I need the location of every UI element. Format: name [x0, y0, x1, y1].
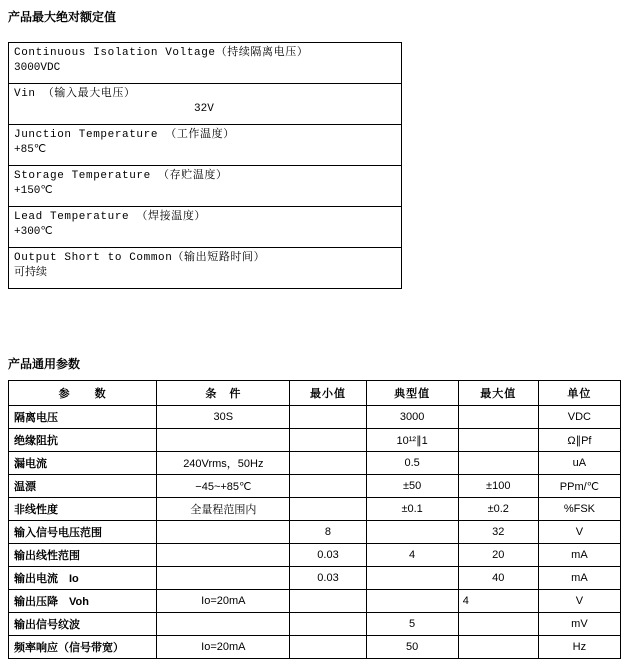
- row-typ: 4: [366, 544, 458, 567]
- row-param: 非线性度: [9, 498, 157, 521]
- table-row: [9, 429, 621, 452]
- abs-value-2: +85℃: [14, 144, 47, 156]
- row-typ: 50: [366, 636, 458, 659]
- abs-value-0: 3000VDC: [14, 62, 61, 74]
- row-min: [290, 452, 366, 475]
- row-typ: 10¹²∥1: [366, 429, 458, 452]
- row-typ: [366, 590, 458, 613]
- row-cond: 全量程范围内: [157, 498, 290, 521]
- row-min: [290, 475, 366, 498]
- header-unit: 单位: [538, 381, 620, 406]
- row-cond: [157, 567, 290, 590]
- row-param: 输出电流 Io: [9, 567, 157, 590]
- row-param: 绝缘阻抗: [9, 429, 157, 452]
- row-unit: PPm/℃: [538, 475, 620, 498]
- row-max: ±100: [458, 475, 538, 498]
- table-row: [9, 498, 621, 521]
- header-max: 最大值: [458, 381, 538, 406]
- abs-value-3: +150℃: [14, 185, 53, 197]
- general-parameters-title: 产品通用参数: [8, 357, 81, 371]
- row-max: [458, 636, 538, 659]
- row-param: 温漂: [9, 475, 157, 498]
- abs-value-1: 32V: [194, 103, 214, 115]
- abs-label-1: Vin （输入最大电压）: [14, 88, 136, 100]
- row-max: ±0.2: [458, 498, 538, 521]
- row-typ: 3000: [366, 406, 458, 429]
- header-typ: 典型值: [366, 381, 458, 406]
- table-row: [9, 613, 621, 636]
- row-unit: mA: [538, 567, 620, 590]
- row-cond: Io=20mA: [157, 590, 290, 613]
- row-unit: V: [538, 521, 620, 544]
- row-param: 输出信号纹波: [9, 613, 157, 636]
- abs-label-4: Lead Temperature （焊接温度）: [14, 211, 207, 223]
- abs-cell-0: [9, 43, 402, 84]
- table-row: [9, 125, 402, 166]
- table-row: [9, 248, 402, 289]
- row-max: 4: [458, 590, 538, 613]
- row-typ: ±50: [366, 475, 458, 498]
- general-parameters-table: [8, 380, 621, 659]
- table-row: [9, 521, 621, 544]
- row-min: [290, 636, 366, 659]
- row-typ: 0.5: [366, 452, 458, 475]
- table-row: [9, 452, 621, 475]
- abs-label-0: Continuous Isolation Voltage（持续隔离电压）: [14, 47, 309, 59]
- absolute-ratings-table: [8, 42, 402, 289]
- header-condition: 条 件: [157, 381, 290, 406]
- header-param: 参 数: [9, 381, 157, 406]
- absolute-ratings-title: 产品最大绝对额定值: [8, 10, 117, 24]
- row-typ: 5: [366, 613, 458, 636]
- row-param: 隔离电压: [9, 406, 157, 429]
- row-param: 输出线性范围: [9, 544, 157, 567]
- abs-label-3: Storage Temperature （存贮温度）: [14, 170, 228, 182]
- table-row: [9, 43, 402, 84]
- table-header-row: [9, 381, 621, 406]
- row-unit: %FSK: [538, 498, 620, 521]
- table-row: [9, 207, 402, 248]
- row-typ: [366, 567, 458, 590]
- row-unit: Hz: [538, 636, 620, 659]
- row-max: [458, 406, 538, 429]
- row-max: 32: [458, 521, 538, 544]
- row-min: [290, 613, 366, 636]
- row-cond: [157, 429, 290, 452]
- row-min: [290, 498, 366, 521]
- row-max: [458, 429, 538, 452]
- row-min: [290, 590, 366, 613]
- table-row: [9, 406, 621, 429]
- row-min: 8: [290, 521, 366, 544]
- abs-cell-5: [9, 248, 402, 289]
- row-min: 0.03: [290, 544, 366, 567]
- row-typ: [366, 521, 458, 544]
- row-unit: mA: [538, 544, 620, 567]
- row-typ: ±0.1: [366, 498, 458, 521]
- table-row: [9, 636, 621, 659]
- abs-cell-1: [9, 84, 402, 125]
- abs-cell-4: [9, 207, 402, 248]
- row-min: [290, 406, 366, 429]
- abs-value-5: 可持续: [14, 267, 47, 279]
- abs-label-5: Output Short to Common（输出短路时间）: [14, 252, 266, 264]
- row-cond: −45~+85℃: [157, 475, 290, 498]
- row-param: 输出压降 Voh: [9, 590, 157, 613]
- row-max: 20: [458, 544, 538, 567]
- row-unit: uA: [538, 452, 620, 475]
- row-min: [290, 429, 366, 452]
- header-min: 最小值: [290, 381, 366, 406]
- row-cond: 240Vrms，50Hz: [157, 452, 290, 475]
- table-row: [9, 84, 402, 125]
- row-cond: [157, 521, 290, 544]
- table-row: [9, 544, 621, 567]
- row-cond: Io=20mA: [157, 636, 290, 659]
- abs-value-4: +300℃: [14, 226, 53, 238]
- row-cond: [157, 613, 290, 636]
- row-unit: V: [538, 590, 620, 613]
- row-unit: VDC: [538, 406, 620, 429]
- row-param: 频率响应（信号带宽）: [9, 636, 157, 659]
- abs-cell-2: [9, 125, 402, 166]
- abs-cell-3: [9, 166, 402, 207]
- table-row: [9, 166, 402, 207]
- row-cond: 30S: [157, 406, 290, 429]
- row-unit: mV: [538, 613, 620, 636]
- row-param: 输入信号电压范围: [9, 521, 157, 544]
- row-max: [458, 613, 538, 636]
- abs-label-2: Junction Temperature （工作温度）: [14, 129, 235, 141]
- row-min: 0.03: [290, 567, 366, 590]
- row-unit: Ω∥Pf: [538, 429, 620, 452]
- row-max: [458, 452, 538, 475]
- table-row: [9, 590, 621, 613]
- row-param: 漏电流: [9, 452, 157, 475]
- row-max: 40: [458, 567, 538, 590]
- table-row: [9, 475, 621, 498]
- row-cond: [157, 544, 290, 567]
- table-row: [9, 567, 621, 590]
